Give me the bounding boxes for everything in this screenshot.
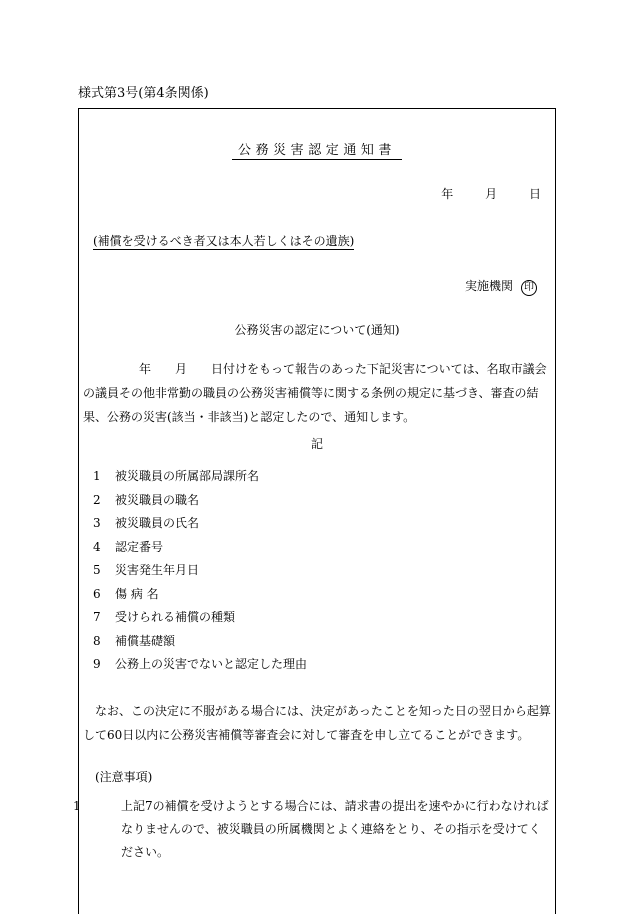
list-item bbox=[93, 514, 307, 538]
item-text: 補償基礎額 bbox=[115, 633, 176, 648]
item-number: 5 bbox=[93, 563, 101, 577]
item-text: 認定番号 bbox=[115, 539, 164, 554]
appeal-text: なお、この決定に不服がある場合には、決定があったことを知った日の翌日から起算して60日以内に公務災害補償等審査会に対して審査を申し立てることができます。 bbox=[83, 704, 551, 742]
item-number: 1 bbox=[93, 469, 101, 483]
item-text: 被災職員の所属部局課所名 bbox=[115, 469, 260, 483]
list-item bbox=[93, 538, 307, 562]
item-text: 受けられる補償の種類 bbox=[115, 610, 236, 624]
recipient: (補償を受けるべき者又は本人若しくはその遺族) bbox=[93, 234, 355, 248]
document-title: 公務災害認定通知書 bbox=[232, 143, 402, 160]
seal-icon: 印 bbox=[521, 280, 537, 296]
item-number: 2 bbox=[93, 492, 101, 507]
list-item bbox=[93, 467, 307, 491]
item-text: 災害発生年月日 bbox=[115, 563, 200, 577]
item-number: 8 bbox=[93, 633, 101, 648]
date-day: 日 bbox=[528, 187, 541, 201]
ki-heading: 記 bbox=[310, 437, 323, 451]
item-text: 被災職員の職名 bbox=[115, 492, 200, 507]
item-number: 4 bbox=[93, 539, 101, 554]
item-number: 7 bbox=[93, 610, 101, 624]
note-number: 1 bbox=[73, 799, 81, 813]
document-title-wrapper bbox=[79, 139, 555, 158]
list-item bbox=[93, 585, 307, 609]
agency-label: 実施機関 bbox=[464, 279, 513, 293]
list-item bbox=[93, 608, 307, 632]
list-item bbox=[93, 491, 307, 515]
note-text: 上記7の補償を受けようとする場合には、請求書の提出を速やかに行わなければなりませんので、被災職員の所属機関とよく連絡をとり、その指示を受けてください。 bbox=[121, 799, 549, 859]
notes-heading: (注意事項) bbox=[95, 770, 153, 784]
list-item bbox=[93, 561, 307, 585]
note-item bbox=[73, 795, 551, 864]
list-item bbox=[93, 655, 307, 679]
item-number: 3 bbox=[93, 516, 101, 530]
form-id: 様式第3号(第4条関係) bbox=[78, 86, 209, 101]
body-text: 年 月 日付けをもって報告のあった下記災害については、名取市議会の議員その他非常勤の職員の公務災害補償等に関する条例の規定に基づき、審査の結果、公務の災害(該当・非該当)と認定したので、通知します。 bbox=[83, 362, 547, 424]
list-item bbox=[93, 632, 307, 656]
subject: 公務災害の認定について(通知) bbox=[234, 323, 400, 337]
item-number: 6 bbox=[93, 586, 101, 601]
form-box bbox=[73, 108, 556, 914]
item-list bbox=[93, 467, 307, 679]
item-text: 公務上の災害でないと認定した理由 bbox=[115, 657, 308, 671]
date-line bbox=[413, 185, 541, 202]
date-month: 月 bbox=[485, 187, 498, 201]
item-text: 傷 病 名 bbox=[115, 586, 159, 601]
item-text: 被災職員の氏名 bbox=[115, 516, 200, 530]
item-number: 9 bbox=[93, 657, 101, 671]
date-year: 年 bbox=[441, 187, 454, 201]
agency-line bbox=[465, 277, 537, 296]
